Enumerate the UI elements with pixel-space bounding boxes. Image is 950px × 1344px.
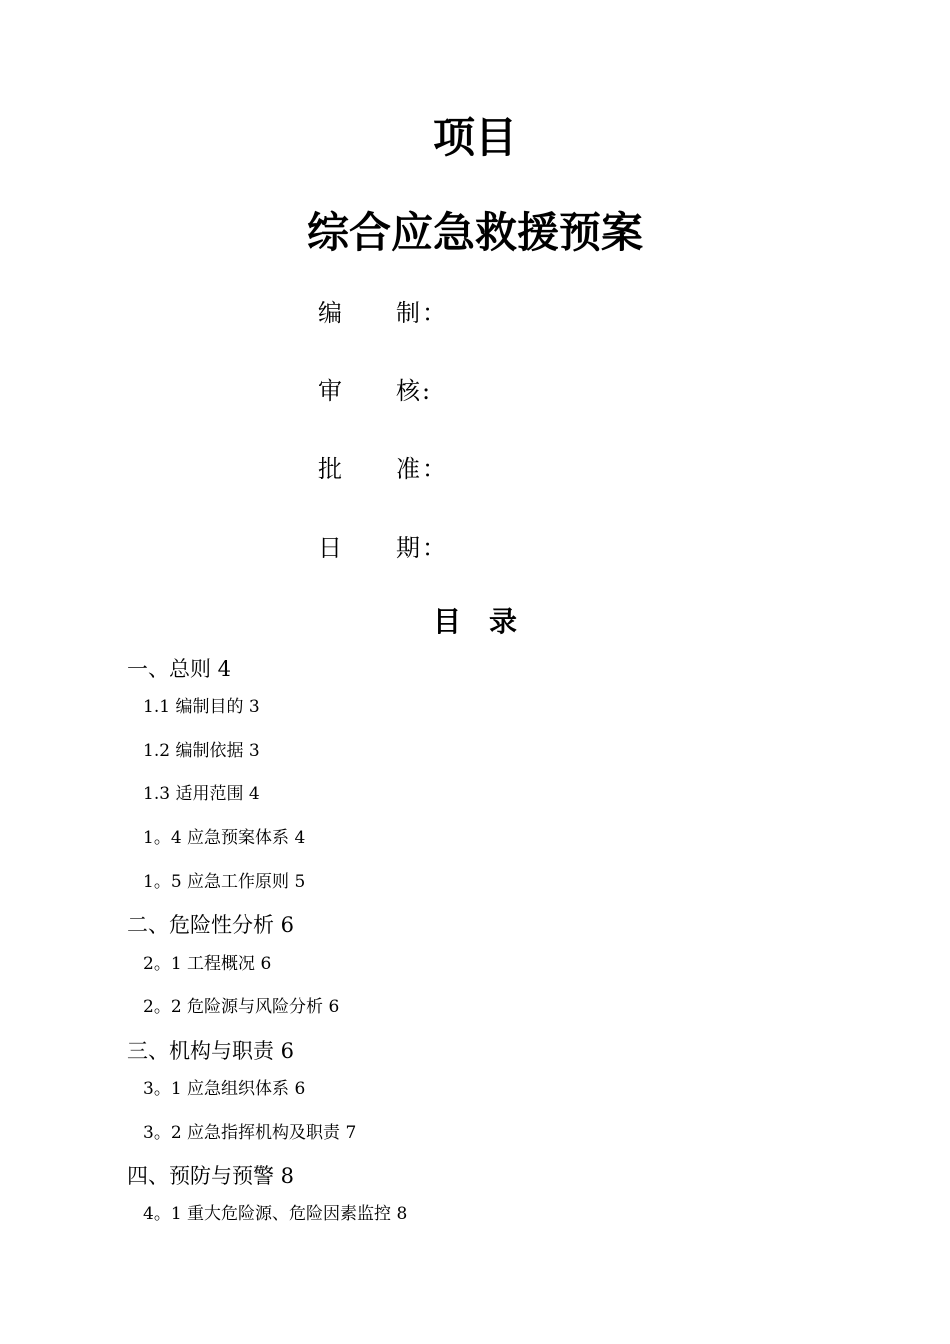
toc-entry-subsection[interactable]: 1。4 应急预案体系 4 xyxy=(143,828,306,848)
signoff-label-char1: 批 xyxy=(318,455,342,483)
signoff-label-char2: 准 xyxy=(396,455,420,483)
signoff-label-char1: 审 xyxy=(318,377,342,405)
signoff-label-char1: 编 xyxy=(318,299,342,327)
toc-heading xyxy=(0,604,950,640)
toc-entry-subsection[interactable]: 1.1 编制目的 3 xyxy=(143,697,260,717)
toc-entry-subsection[interactable]: 1.2 编制依据 3 xyxy=(143,741,260,761)
document-title-project: 项目 xyxy=(432,113,517,162)
signoff-label-char2: 核 xyxy=(396,377,420,405)
toc-entry-subsection[interactable]: 1。5 应急工作原则 5 xyxy=(143,872,306,892)
toc-entry-section[interactable]: 一、总则 4 xyxy=(127,657,232,681)
signoff-colon: ： xyxy=(422,534,446,562)
toc-heading-char1: 目 xyxy=(432,605,461,638)
toc-entry-subsection[interactable]: 2。2 危险源与风险分析 6 xyxy=(143,997,340,1017)
document-title-plan: 综合应急救援预案 xyxy=(306,208,643,257)
toc-entry-subsection[interactable]: 2。1 工程概况 6 xyxy=(143,954,272,974)
toc-entry-subsection[interactable]: 3。1 应急组织体系 6 xyxy=(143,1079,306,1099)
signoff-label-char2: 制 xyxy=(396,299,420,327)
toc-entry-section[interactable]: 四、预防与预警 8 xyxy=(127,1164,295,1188)
toc-heading-char2: 录 xyxy=(489,605,518,638)
signoff-label-char1: 日 xyxy=(318,534,342,562)
toc-entry-subsection[interactable]: 4。1 重大危险源、危险因素监控 8 xyxy=(143,1204,408,1224)
toc-entry-section[interactable]: 二、危险性分析 6 xyxy=(127,913,295,937)
signoff-label-char2: 期 xyxy=(396,534,420,562)
toc-entry-section[interactable]: 三、机构与职责 6 xyxy=(127,1039,295,1063)
signoff-colon: : xyxy=(422,377,431,405)
toc-entry-subsection[interactable]: 3。2 应急指挥机构及职责 7 xyxy=(143,1123,357,1143)
signoff-colon: ： xyxy=(422,455,446,483)
signoff-colon: ： xyxy=(422,299,446,327)
toc-entry-subsection[interactable]: 1.3 适用范围 4 xyxy=(143,784,260,804)
